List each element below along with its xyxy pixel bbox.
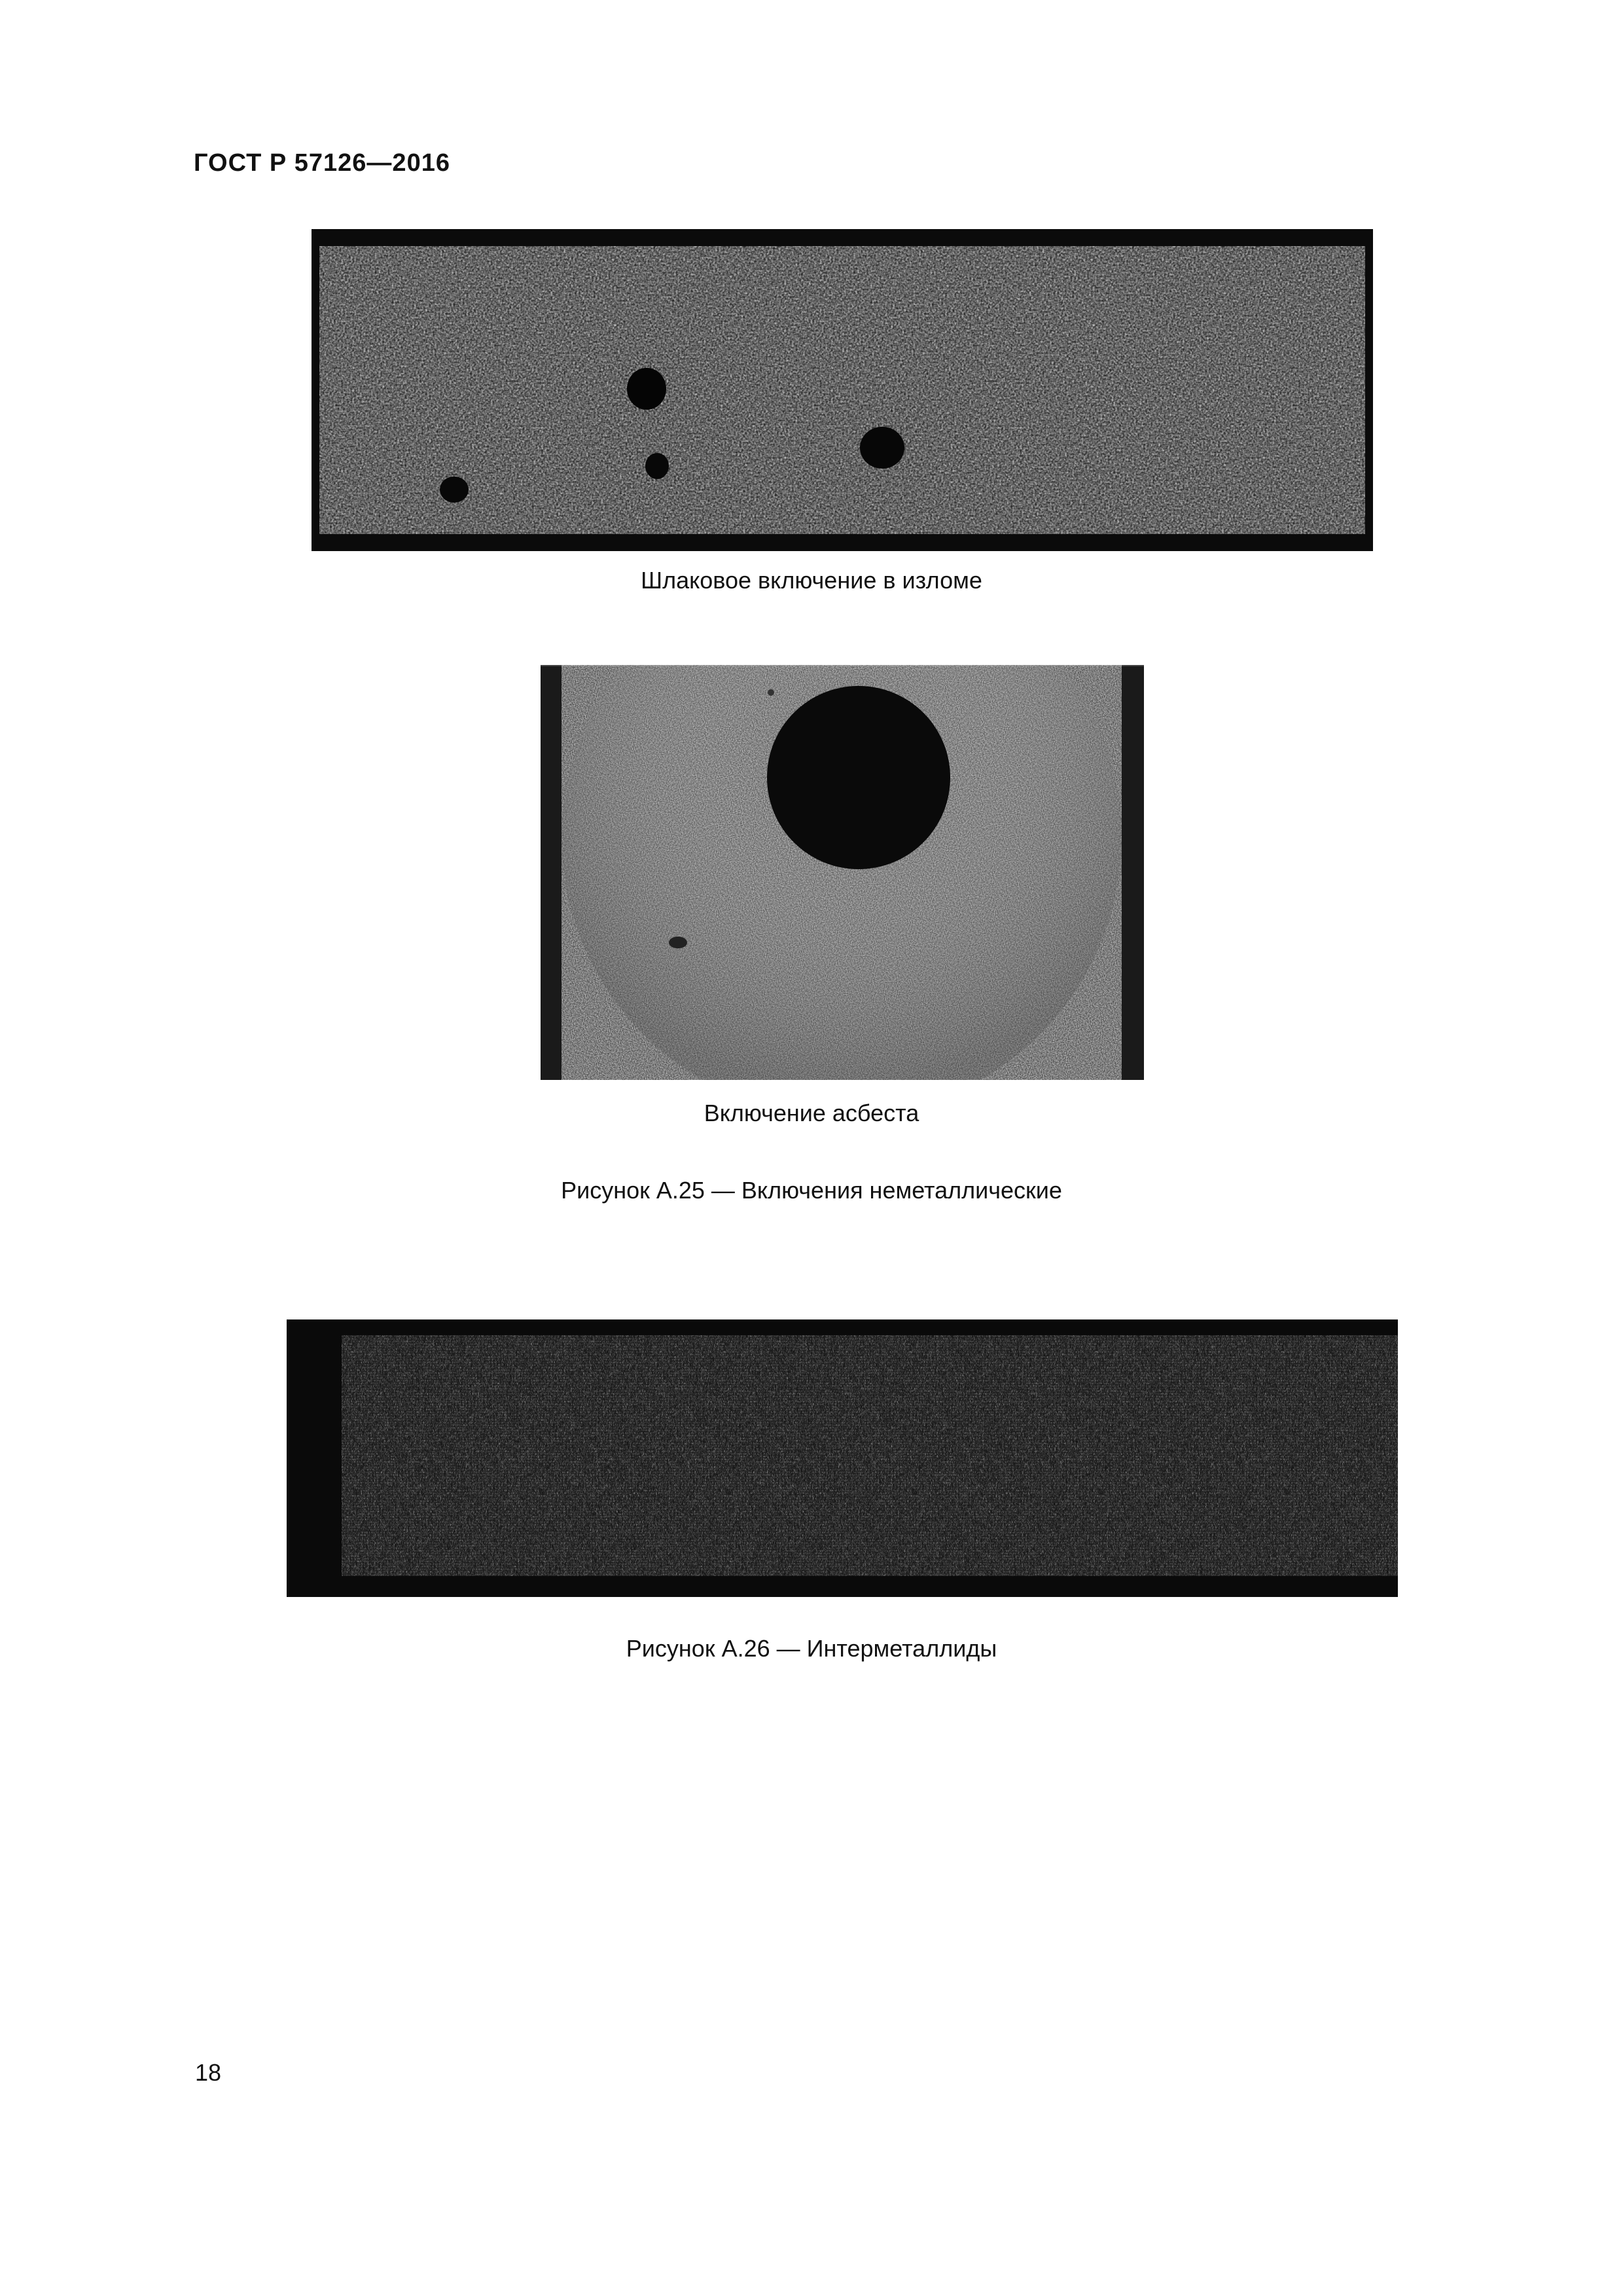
intermetallides-photo — [287, 1319, 1398, 1597]
asbestos-inclusion-caption: Включение асбеста — [704, 1100, 919, 1126]
slag-inclusion-caption: Шлаковое включение в изломе — [641, 567, 982, 594]
page-number: 18 — [195, 2059, 222, 2086]
figure-a25-caption: Рисунок А.25 — Включения неметаллические — [561, 1177, 1062, 1204]
slag-inclusion-photo — [312, 229, 1373, 551]
document-header: ГОСТ Р 57126—2016 — [194, 149, 450, 177]
asbestos-inclusion-photo — [541, 665, 1144, 1080]
figure-a26-caption: Рисунок А.26 — Интерметаллиды — [626, 1635, 997, 1662]
